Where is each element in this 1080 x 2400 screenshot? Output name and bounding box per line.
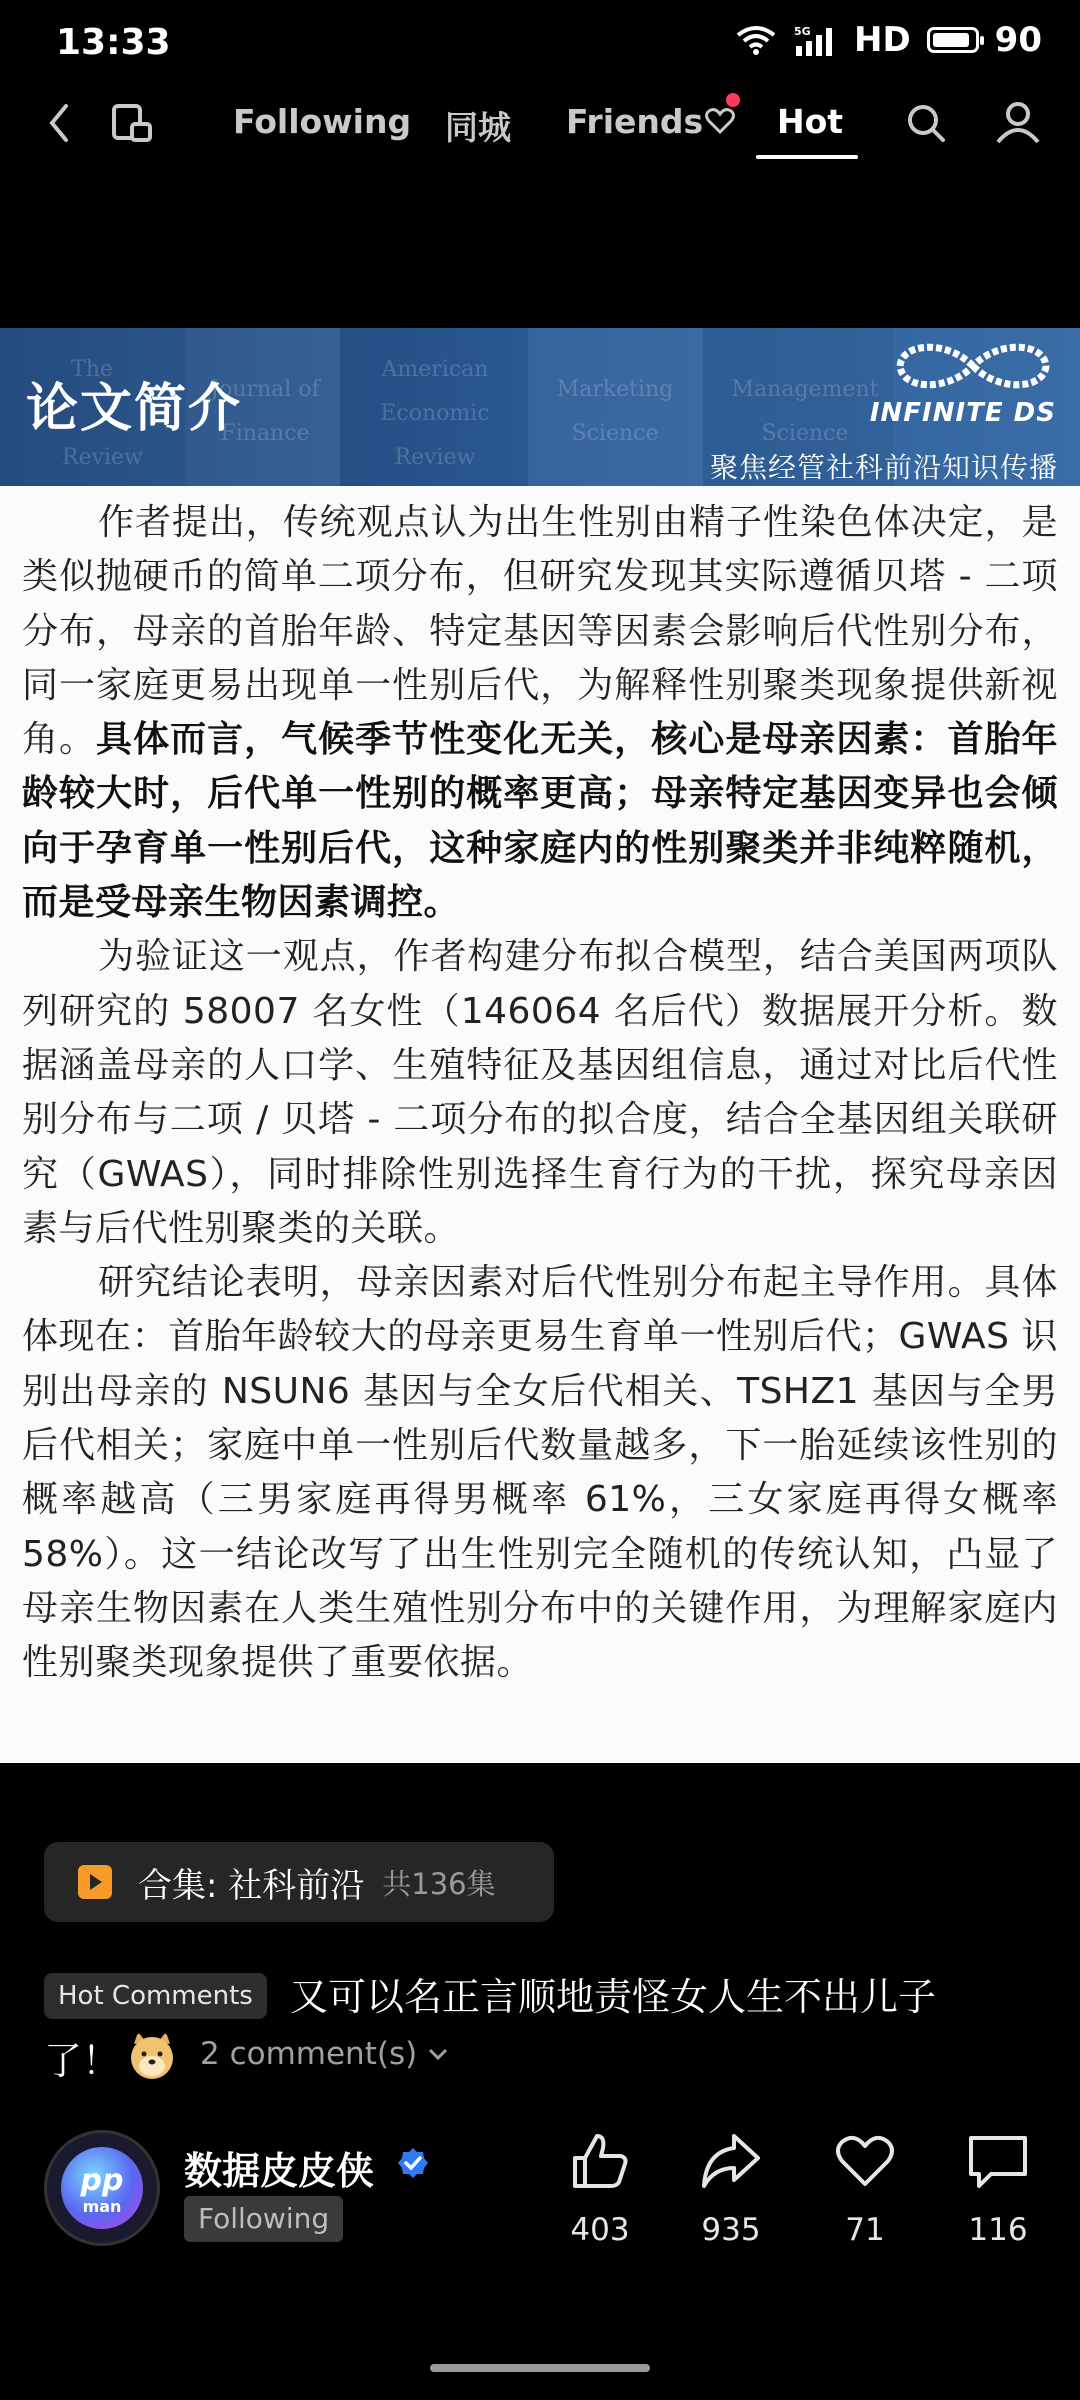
slide-header [0, 328, 1080, 486]
back-icon[interactable] [44, 98, 74, 148]
paragraph-1-text: 作者提出，传统观点认为出生性别由精子性染色体决定，是类似抛硬币的简单二项分布，但研究发现其实际遵循贝塔 - 二项分布，母亲的首胎年龄、特定基因等因素会影响后代性别分布，同一家庭更易出现单一性别后代，为解释性别聚类现象提供新视角。 [22, 502, 1058, 761]
comment-count: 116 [968, 2212, 1028, 2248]
collection-label: 合集: 社科前沿 [138, 1865, 365, 1906]
paragraph-1 [22, 496, 1058, 930]
tab-following[interactable]: Following [233, 102, 412, 141]
tab-hot[interactable]: Hot [777, 102, 844, 141]
signal-icon [792, 24, 838, 56]
journal-watermark: American Economic Review [380, 357, 490, 470]
favorite-count: 71 [845, 2212, 885, 2248]
like-button[interactable] [545, 2128, 655, 2248]
like-icon [567, 2128, 633, 2194]
collection-button[interactable] [44, 1842, 554, 1922]
share-count: 935 [701, 2212, 761, 2248]
status-icons [736, 20, 1042, 60]
author-avatar[interactable] [44, 2130, 160, 2246]
top-navigation [0, 88, 1080, 158]
notification-dot [726, 93, 740, 107]
comment-count-label: 2 comment(s) [200, 2036, 418, 2072]
home-indicator[interactable] [430, 2364, 650, 2372]
heart-outline-icon [705, 107, 735, 135]
network-type-label: 5G [793, 25, 811, 38]
status-time: 13:33 [56, 22, 171, 63]
hot-comments-badge: Hot Comments [44, 1973, 267, 2019]
chevron-down-icon [427, 2046, 449, 2062]
paragraph-3-text: 研究结论表明，母亲因素对后代性别分布起主导作用。具体体现在：首胎年龄较大的母亲更易生育单一性别后代；GWAS 识别出母亲的 NSUN6 基因与全女后代相关、TSHZ1 基因与全男后代相关；家庭中单一性别后代数量越多，下一胎延续该性别的概率越高（三男家庭再得男概率 61%，三女家庭再得女概率 58%）。这一结论改写了出生性别完全随机的传统认知，凸显了母亲生物因素在人类生殖性别分布中的关键作用，为理解家庭内性别聚类现象提供了重要依据。 [22, 1262, 1058, 1684]
logo-text: INFINITE DS [869, 398, 1056, 428]
like-count: 403 [570, 2212, 630, 2248]
profile-icon[interactable] [994, 98, 1042, 148]
hot-comment-text[interactable]: 又可以名正言顺地责怪女人生不出儿子 [290, 1975, 937, 2019]
collection-count: 共136集 [382, 1866, 496, 1901]
paragraph-3 [22, 1256, 1058, 1690]
infinity-logo [888, 336, 1058, 396]
avatar-text: pp [80, 2163, 124, 2198]
play-collection-icon [78, 1865, 112, 1899]
paragraph-1-bold-text: 具体而言，气候季节性变化无关，核心是母亲因素：首胎年龄较大时，后代单一性别的概率更高；母亲特定基因变异也会倾向于孕育单一性别后代，这种家庭内的性别聚类并非纯粹随机，而是受母亲生物因素调控。 [22, 719, 1058, 924]
avatar-subtext: man [82, 2197, 122, 2216]
active-tab-indicator [756, 155, 858, 159]
journal-watermark: Marketing Science [556, 377, 674, 446]
following-button[interactable]: Following [184, 2196, 343, 2242]
search-icon[interactable] [904, 98, 948, 148]
battery-level-fill [933, 33, 969, 47]
battery-icon [927, 27, 979, 53]
slide-body [22, 496, 1058, 1691]
journal-watermark: Management Science [731, 377, 879, 446]
favorite-button[interactable] [810, 2128, 920, 2248]
comment-button[interactable] [943, 2128, 1053, 2248]
status-bar [0, 0, 1080, 90]
heart-icon [832, 2128, 898, 2194]
tab-friends[interactable] [566, 102, 735, 141]
multi-window-icon[interactable] [110, 98, 156, 148]
video-frame[interactable] [0, 328, 1080, 1763]
tab-local[interactable]: 同城 [445, 108, 511, 147]
verified-badge-icon [396, 2146, 430, 2180]
wifi-icon [736, 25, 776, 55]
share-button[interactable] [676, 2128, 786, 2248]
battery-percent: 90 [994, 20, 1042, 60]
comment-icon [965, 2128, 1031, 2194]
author-name[interactable]: 数据皮皮侠 [184, 2149, 375, 2193]
tab-friends-label: Friends [566, 102, 704, 141]
hd-label: HD [853, 20, 911, 60]
paragraph-2 [22, 930, 1058, 1256]
hot-comment-text-end[interactable]: 了！ [44, 2039, 121, 2083]
comment-count-toggle[interactable] [200, 2036, 449, 2072]
doge-emoji-icon [126, 2030, 178, 2082]
brand-tagline: 聚焦经管社科前沿知识传播 [709, 451, 1058, 484]
slide-title: 论文简介 [26, 378, 243, 439]
share-icon [698, 2128, 764, 2194]
journal-watermark: The Review [62, 357, 143, 470]
journal-watermark: Journal of Finance [210, 377, 320, 446]
paragraph-2-text: 为验证这一观点，作者构建分布拟合模型，结合美国两项队列研究的 58007 名女性（146064 名后代）数据展开分析。数据涵盖母亲的人口学、生殖特征及基因组信息，通过对比后代性别分布与二项 / 贝塔 - 二项分布的拟合度，结合全基因组关联研究（GWAS），同时排除性别选择生育行为的干扰，探究母亲因素与后代性别聚类的关联。 [22, 936, 1058, 1249]
